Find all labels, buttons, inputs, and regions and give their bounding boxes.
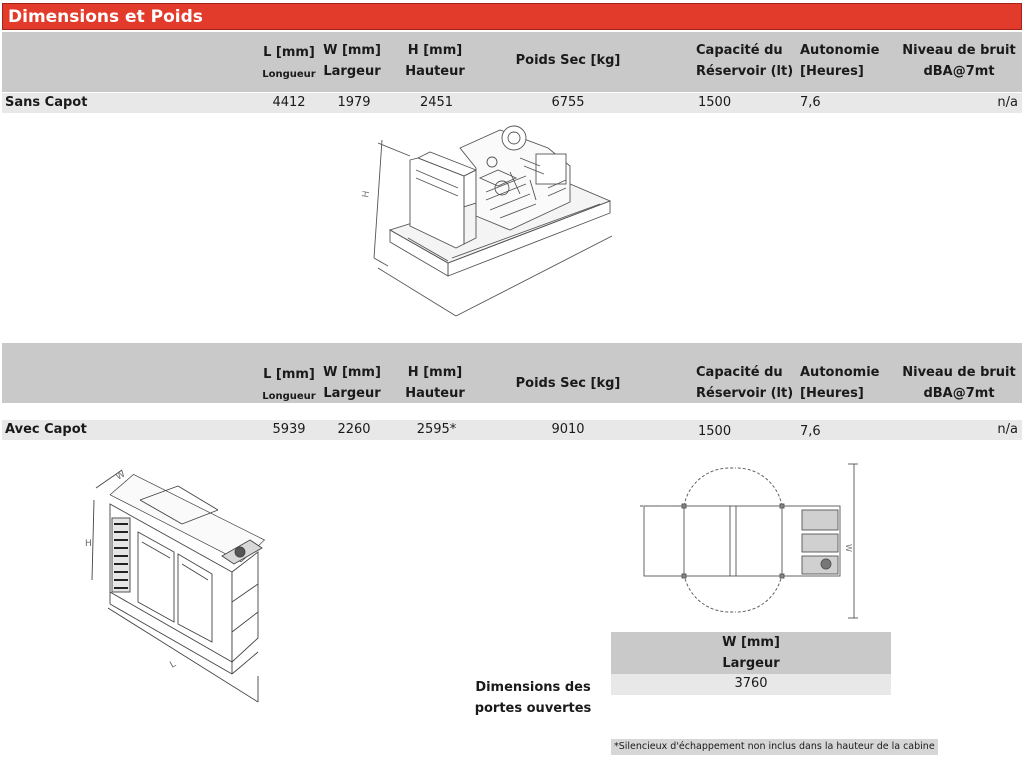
col-header-width <box>322 362 382 404</box>
col-header-length <box>260 364 318 407</box>
doors-width-header <box>611 632 891 674</box>
col-header-height-unit: H [mm] <box>407 365 463 380</box>
col-header-autonomy-line2: [Heures] <box>800 64 864 79</box>
row-label: Avec Capot <box>5 422 87 437</box>
open-generator-drawing <box>360 118 630 323</box>
col-header-width-unit: W [mm] <box>323 365 381 380</box>
col-header-length <box>260 42 318 85</box>
cell-length: 4412 <box>272 95 306 110</box>
table-row-sans-capot <box>2 93 1022 113</box>
footnote: *Silencieux d'échappement non inclus dans la hauteur de la cabine <box>611 739 938 755</box>
col-header-length-name: Longueur <box>262 69 316 80</box>
col-header-noise <box>900 40 1018 82</box>
col-header-noise-line1: Niveau de bruit <box>902 365 1016 380</box>
col-header-height-name: Hauteur <box>405 64 465 79</box>
doors-width-unit: W [mm] <box>722 635 780 650</box>
col-header-autonomy <box>800 40 880 82</box>
cell-width: 1979 <box>337 95 371 110</box>
doors-width-name: Largeur <box>722 656 780 671</box>
col-header-noise-line2: dBA@7mt <box>923 386 995 401</box>
section-title: Dimensions et Poids <box>8 7 203 27</box>
col-header-length-unit: L [mm] <box>263 45 315 60</box>
col-header-width-name: Largeur <box>323 386 381 401</box>
width-dim-label: W <box>114 469 128 483</box>
cell-noise: n/a <box>997 422 1018 437</box>
doors-width-header-text <box>611 632 891 674</box>
cell-weight: 9010 <box>551 422 585 437</box>
col-header-noise-line2: dBA@7mt <box>923 64 995 79</box>
doors-label-line2: portes ouvertes <box>474 701 592 716</box>
col-header-tank-line1: Capacité du <box>696 365 783 380</box>
col-header-length-name: Longueur <box>262 391 316 402</box>
col-header-tank-line1: Capacité du <box>696 43 783 58</box>
height-dim-label: H <box>85 539 92 549</box>
table-header-sans-capot <box>2 32 1022 92</box>
col-header-weight: Poids Sec [kg] <box>515 53 621 68</box>
length-dim-label: L <box>168 659 178 671</box>
col-header-autonomy-line2: [Heures] <box>800 386 864 401</box>
col-header-height-unit: H [mm] <box>407 43 463 58</box>
col-header-autonomy-line1: Autonomie <box>800 43 880 58</box>
top-view-open-doors-drawing <box>640 460 870 620</box>
col-header-width <box>322 40 382 82</box>
col-header-noise <box>900 362 1018 404</box>
col-header-height-name: Hauteur <box>405 386 465 401</box>
col-header-width-name: Largeur <box>323 64 381 79</box>
col-header-autonomy-line1: Autonomie <box>800 365 880 380</box>
col-header-tank <box>696 40 796 82</box>
cell-autonomy: 7,6 <box>800 424 821 439</box>
doors-dimensions-label <box>474 677 592 719</box>
height-dim-label: H <box>361 190 373 199</box>
cell-weight: 6755 <box>551 95 585 110</box>
cell-length: 5939 <box>272 422 306 437</box>
cell-height: 2451 <box>419 95 454 110</box>
section-title-bar <box>2 3 1022 30</box>
doors-width-value: 3760 <box>734 676 768 691</box>
col-header-tank-line2: Réservoir (lt) <box>696 386 794 401</box>
cell-noise: n/a <box>997 95 1018 110</box>
cell-height: 2595* <box>416 422 457 437</box>
col-header-height <box>400 362 470 404</box>
col-header-length-unit: L [mm] <box>263 367 315 382</box>
cell-width: 2260 <box>337 422 371 437</box>
canopy-generator-drawing <box>82 462 267 710</box>
col-header-weight: Poids Sec [kg] <box>515 376 621 391</box>
col-header-tank <box>696 362 796 404</box>
col-header-tank-line2: Réservoir (lt) <box>696 64 794 79</box>
table-header-avec-capot <box>2 343 1022 403</box>
cell-tank: 1500 <box>698 95 732 110</box>
doors-width-row <box>611 674 891 695</box>
col-header-noise-line1: Niveau de bruit <box>902 43 1016 58</box>
col-header-autonomy <box>800 362 880 404</box>
cell-tank: 1500 <box>698 424 732 439</box>
row-label: Sans Capot <box>5 95 88 110</box>
doors-label-line1: Dimensions des <box>475 680 591 695</box>
cell-autonomy: 7,6 <box>800 95 821 110</box>
width-dim-label: W <box>844 544 853 552</box>
table-row-avec-capot <box>2 420 1022 440</box>
col-header-width-unit: W [mm] <box>323 43 381 58</box>
col-header-height <box>400 40 470 82</box>
